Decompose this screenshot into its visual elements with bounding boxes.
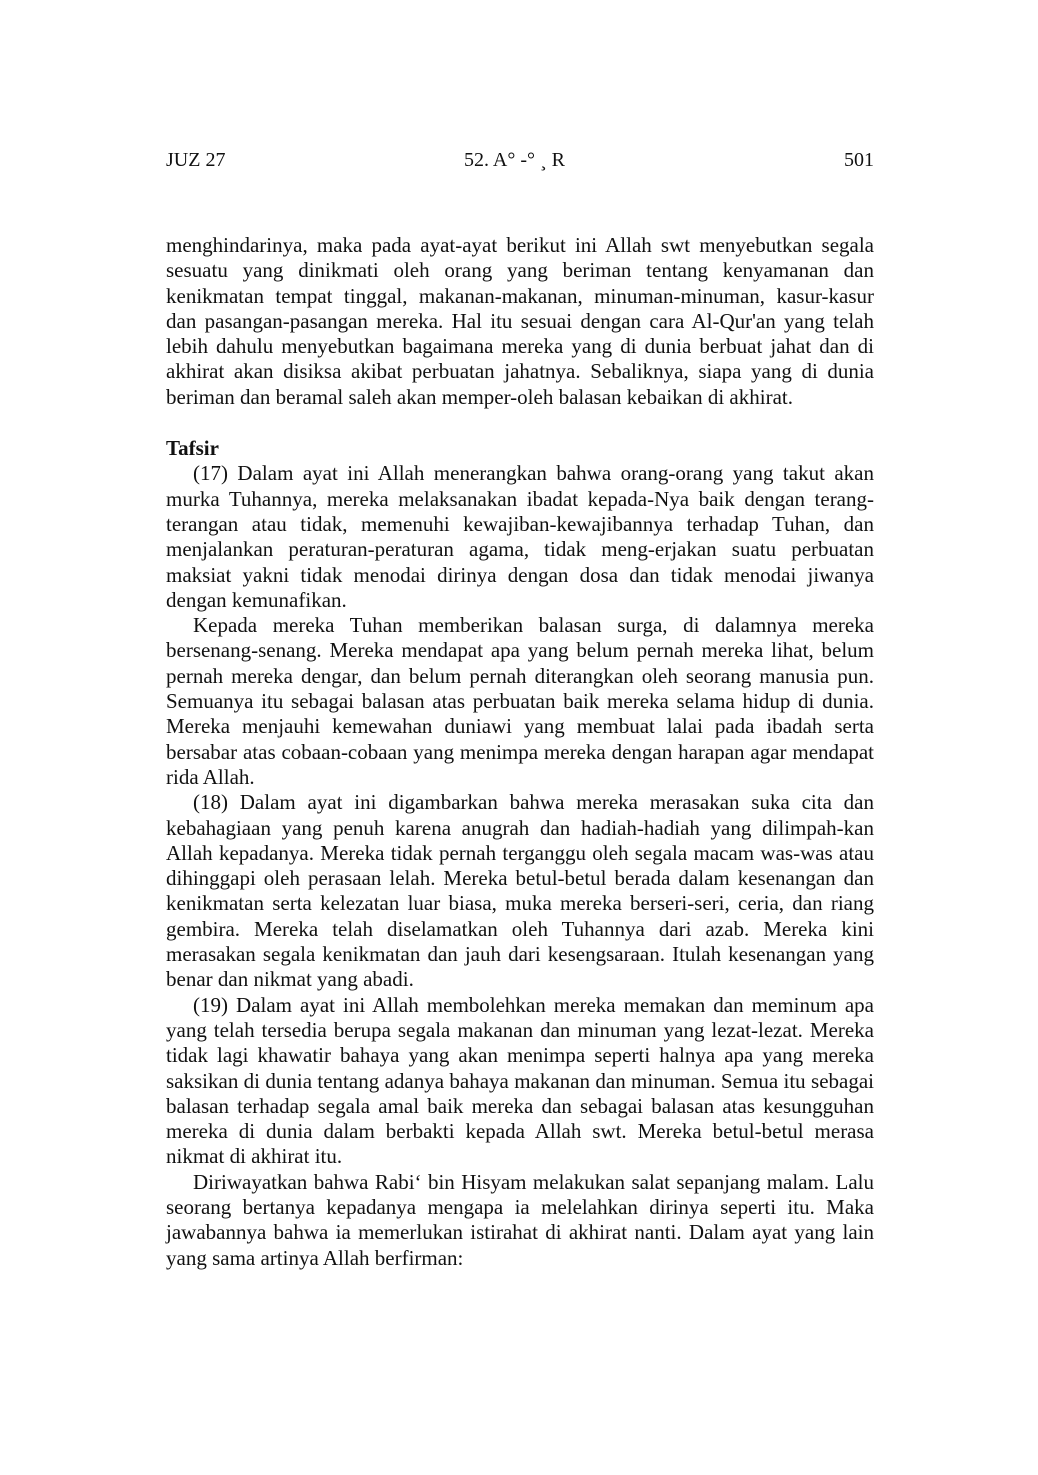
paragraph-reward: Kepada mereka Tuhan memberikan balasan surga, di dalamnya mereka bersenang-senang. Mereka mendapat apa yang belum pernah mereka lihat, belum pernah mereka dengar, dan belum pernah diterangkan oleh seorang manusia pun. Semuanya itu sebagai balasan atas perbuatan baik mereka selama hidup di dunia. Mereka menjauhi kemewahan duniawi yang membuat lalai pada ibadah serta bersabar atas cobaan-cobaan yang menimpa mereka dengan harapan agar mendapat rida Allah. — [166, 613, 874, 789]
body-text — [166, 233, 874, 1271]
paragraph-verse-18: (18) Dalam ayat ini digambarkan bahwa mereka merasakan suka cita dan kebahagiaan yang penuh karena anugrah dan hadiah-hadiah yang dilimpah-kan Allah kepadanya. Mereka tidak pernah terganggu oleh segala macam was-was atau dihinggapi oleh perasaan lelah. Mereka betul-betul berada dalam kesenangan dan kenikmatan serta kelezatan luar biasa, muka mereka berseri-seri, ceria, dan riang gembira. Mereka telah diselamatkan oleh Tuhannya dari azab. Mereka kini merasakan segala kenikmatan dan jauh dari kesengsaraan. Itulah kesenangan yang benar dan nikmat yang abadi. — [166, 790, 874, 992]
paragraph-narration: Diriwayatkan bahwa Rabi‘ bin Hisyam melakukan salat sepanjang malam. Lalu seorang bertanya kepadanya mengapa ia melelahkan dirinya seperti itu. Maka jawabannya bahwa ia memerlukan istirahat di akhirat nanti. Dalam ayat yang lain yang sama artinya Allah berfirman: — [166, 1169, 874, 1270]
running-header — [166, 146, 874, 174]
surah-title: 52. A° -° ¸ R — [464, 149, 565, 171]
paragraph-verse-19: (19) Dalam ayat ini Allah membolehkan mereka memakan dan meminum apa yang telah tersedia berupa segala makanan dan minuman yang lezat-lezat. Mereka tidak lagi khawatir bahaya yang akan menimpa seperti halnya apa yang mereka saksikan di dunia tentang adanya bahaya makanan dan minuman. Semua itu sebagai balasan terhadap segala amal baik mereka dan sebagai balasan atas kesungguhan mereka di dunia dalam berbakti kepada Allah swt. Mereka betul-betul merasa nikmat di akhirat itu. — [166, 992, 874, 1169]
paragraph-verse-17: (17) Dalam ayat ini Allah menerangkan bahwa orang-orang yang takut akan murka Tuhannya, mereka melaksanakan ibadat kepada-Nya baik dengan terang-terangan atau tidak, memenuhi kewajiban-kewajibannya terhadap Tuhan, dan menjalankan peraturan-peraturan agama, tidak meng-erjakan suatu perbuatan maksiat yakni tidak menodai dirinya dengan dosa dan tidak menodai jiwanya dengan kemunafikan. — [166, 461, 874, 612]
section-heading: Tafsir — [166, 436, 219, 461]
intro-paragraph: menghindarinya, maka pada ayat-ayat berikut ini Allah swt menyebutkan segala sesuatu yang dinikmati oleh orang yang beriman tentang kenyamanan dan kenikmatan tempat tinggal, makanan-makanan, minuman-minuman, kasur-kasur dan pasangan-pasangan mereka. Hal itu sesuai dengan cara Al-Qur'an yang telah lebih dahulu menyebutkan bagaimana mereka yang di dunia berbuat jahat dan di akhirat akan disiksa akibat perbuatan jahatnya. Sebaliknya, siapa yang di dunia beriman dan beramal saleh akan memper-oleh balasan kebaikan di akhirat. — [166, 233, 874, 409]
section-spacer — [166, 410, 874, 436]
page-number: 501 — [844, 149, 874, 171]
juz-label: JUZ 27 — [166, 149, 226, 171]
